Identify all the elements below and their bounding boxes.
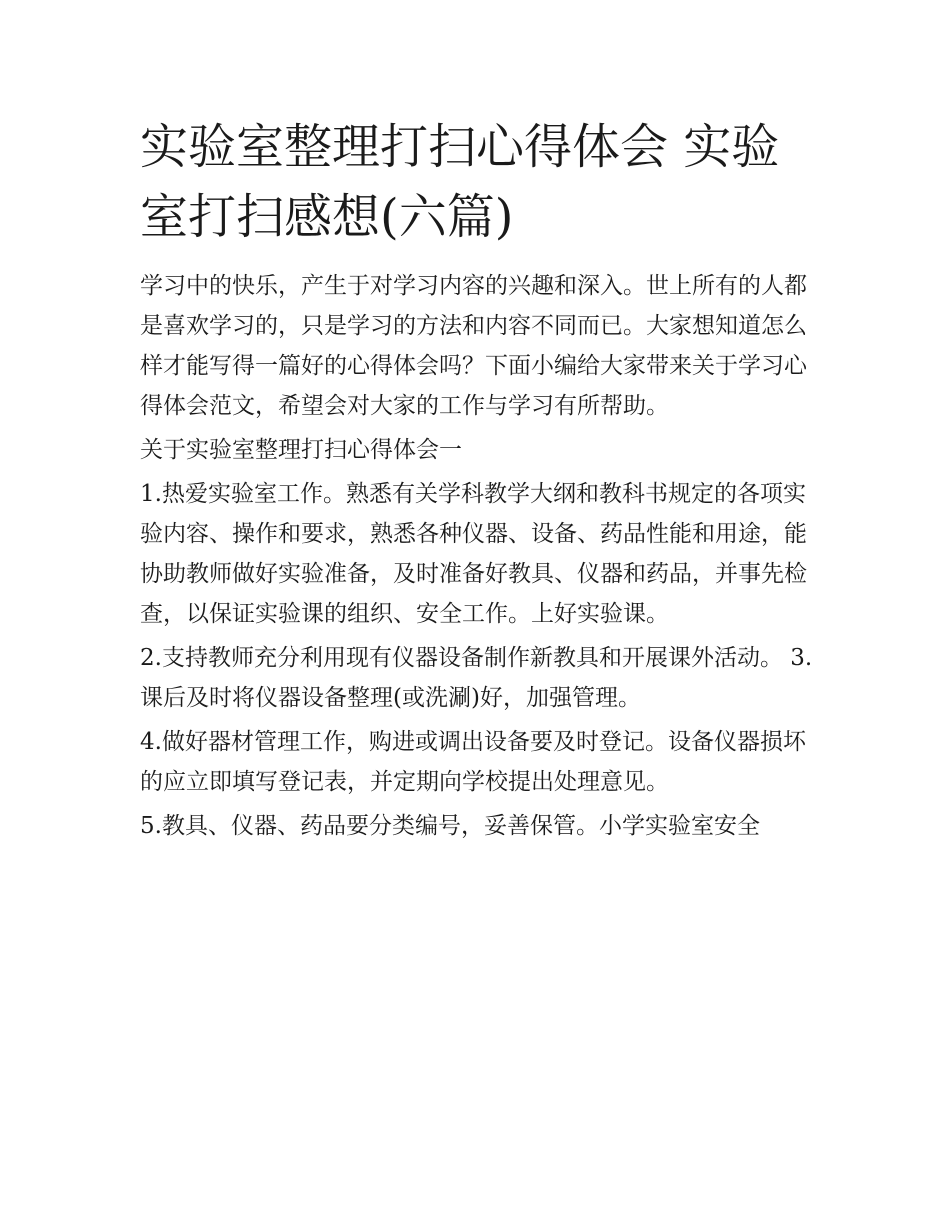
document-page xyxy=(140,112,820,850)
document-body xyxy=(140,266,820,846)
section-heading: 关于实验室整理打扫心得体会一 xyxy=(140,437,462,463)
list-item-4: 4.做好器材管理工作，购进或调出设备要及时登记。设备仪器损坏的应立即填写登记表，并定期向学校提出处理意见。 xyxy=(140,729,806,795)
list-item-2-3: 2.支持教师充分利用现有仪器设备制作新教具和开展课外活动。 3.课后及时将仪器设备整理(或洗涮)好，加强管理。 xyxy=(140,645,813,711)
list-item-5: 5.教具、仪器、药品要分类编号，妥善保管。小学实验室安全 xyxy=(140,813,760,839)
intro-paragraph: 学习中的快乐，产生于对学习内容的兴趣和深入。世上所有的人都是喜欢学习的，只是学习的方法和内容不同而已。大家想知道怎么样才能写得一篇好的心得体会吗？下面小编给大家带来关于学习心得体会范文，希望会对大家的工作与学习有所帮助。 xyxy=(140,273,807,419)
list-item-1: 1.热爱实验室工作。熟悉有关学科教学大纲和教科书规定的各项实验内容、操作和要求，熟悉各种仪器、设备、药品性能和用途，能协助教师做好实验准备，及时准备好教具、仪器和药品，并事先检查，以保证实验课的组织、安全工作。上好实验课。 xyxy=(140,481,807,627)
document-title: 实验室整理打扫心得体会 实验室打扫感想(六篇) xyxy=(140,119,780,245)
